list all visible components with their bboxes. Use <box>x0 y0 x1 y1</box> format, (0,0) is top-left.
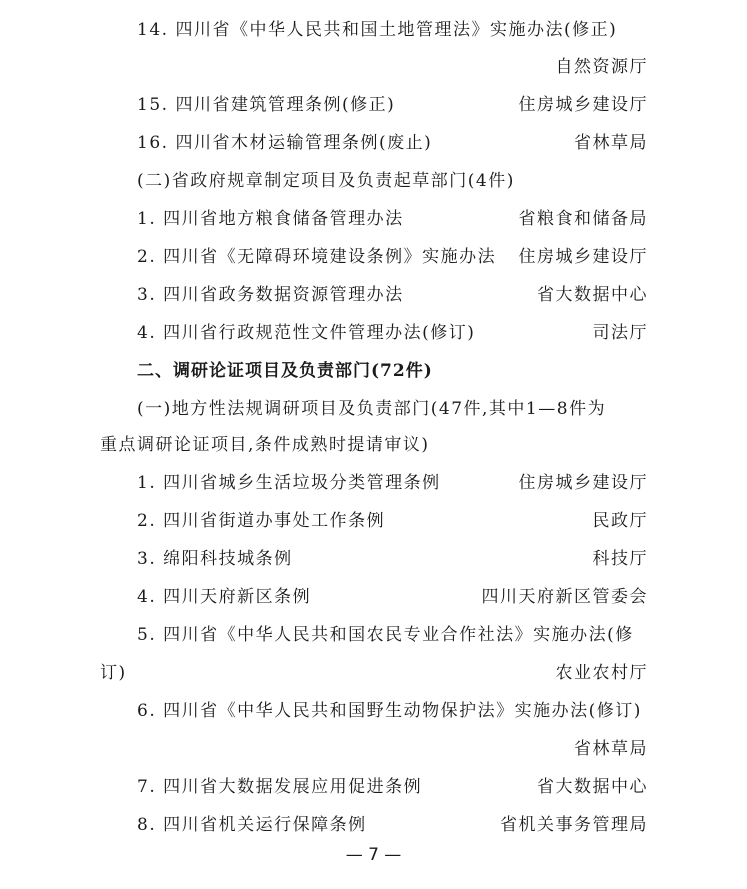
item-dept: 省机关事务管理局 <box>500 815 648 835</box>
item-title: 14. 四川省《中华人民共和国土地管理法》实施办法(修正) <box>137 20 618 40</box>
item-title: 4. 四川天府新区条例 <box>137 587 312 607</box>
item-dept: 自然资源厅 <box>555 57 648 77</box>
list-item <box>137 503 648 539</box>
item-dept: 民政厅 <box>592 511 648 531</box>
list-item <box>137 125 648 161</box>
item-title-continued: 订) <box>100 663 127 683</box>
section-heading-continued: 重点调研论证项目,条件成熟时提请审议) <box>100 435 430 455</box>
section-heading: (一)地方性法规调研项目及负责部门(47件,其中1—8件为 <box>137 399 607 419</box>
item-dept: 住房城乡建设厅 <box>518 95 648 115</box>
item-title: 3. 绵阳科技城条例 <box>137 549 293 569</box>
item-dept: 四川天府新区管委会 <box>481 587 648 607</box>
item-title: 16. 四川省木材运输管理条例(废止) <box>137 133 433 153</box>
item-dept: 省大数据中心 <box>537 285 648 305</box>
item-title: 1. 四川省城乡生活垃圾分类管理条例 <box>137 473 441 493</box>
item-title: 2. 四川省《无障碍环境建设条例》实施办法 <box>137 247 497 267</box>
item-dept: 司法厅 <box>592 323 648 343</box>
list-item <box>137 277 648 313</box>
list-item <box>137 465 648 501</box>
list-item <box>137 87 648 123</box>
item-dept: 住房城乡建设厅 <box>518 247 648 267</box>
item-title: 3. 四川省政务数据资源管理办法 <box>137 285 404 305</box>
item-dept: 科技厅 <box>592 549 648 569</box>
list-item <box>137 12 648 48</box>
section-heading: (二)省政府规章制定项目及负责起草部门(4件) <box>137 171 515 191</box>
list-item <box>137 617 648 653</box>
item-dept: 省林草局 <box>574 133 648 153</box>
item-title: 7. 四川省大数据发展应用促进条例 <box>137 777 423 797</box>
list-item <box>137 579 648 615</box>
item-title: 1. 四川省地方粮食储备管理办法 <box>137 209 404 229</box>
item-title: 5. 四川省《中华人民共和国农民专业合作社法》实施办法(修 <box>137 625 634 645</box>
list-item <box>137 807 648 843</box>
chapter-heading: 二、调研论证项目及负责部门(72件) <box>137 361 433 381</box>
list-item <box>137 239 648 275</box>
list-item-continued <box>100 655 648 691</box>
list-item <box>137 769 648 805</box>
page-number: — 7 — <box>345 845 402 865</box>
item-dept: 省大数据中心 <box>537 777 648 797</box>
item-title: 8. 四川省机关运行保障条例 <box>137 815 367 835</box>
list-item <box>137 693 648 729</box>
item-title: 6. 四川省《中华人民共和国野生动物保护法》实施办法(修订) <box>137 701 642 721</box>
item-dept: 省粮食和储备局 <box>518 209 648 229</box>
list-item <box>137 201 648 237</box>
item-dept: 农业农村厅 <box>555 663 648 683</box>
item-dept: 住房城乡建设厅 <box>518 473 648 493</box>
item-title: 2. 四川省街道办事处工作条例 <box>137 511 386 531</box>
item-dept: 省林草局 <box>574 739 648 759</box>
list-item <box>137 315 648 351</box>
item-title: 15. 四川省建筑管理条例(修正) <box>137 95 396 115</box>
list-item <box>137 541 648 577</box>
item-title: 4. 四川省行政规范性文件管理办法(修订) <box>137 323 476 343</box>
